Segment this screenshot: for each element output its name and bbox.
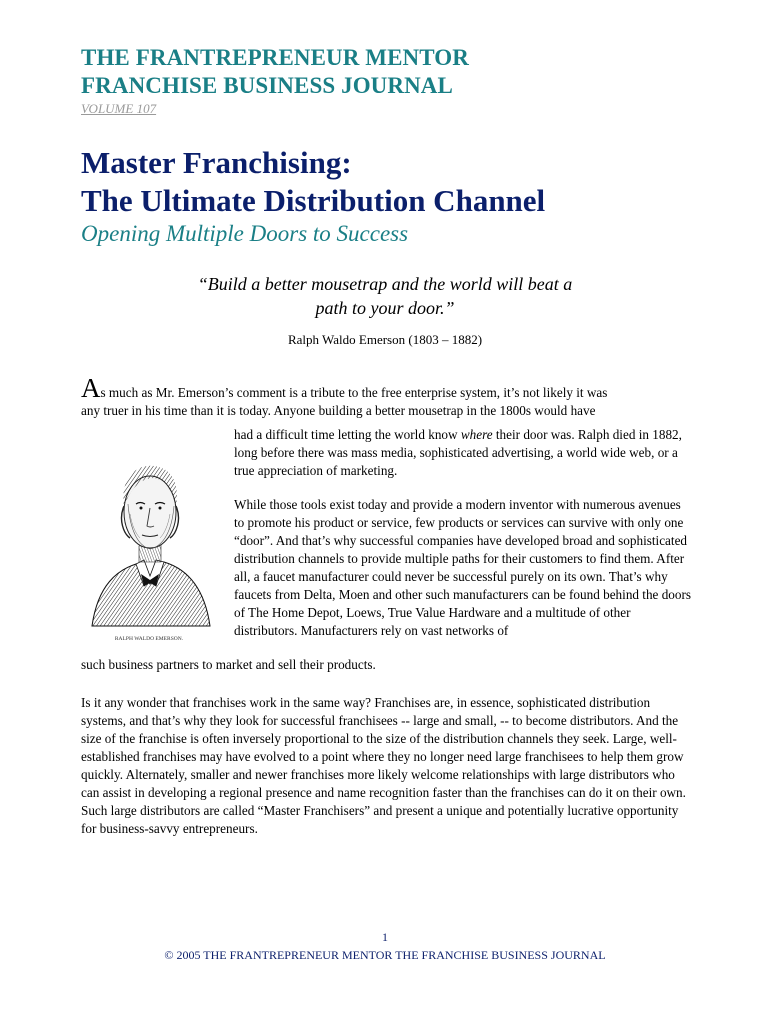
p1-line1: s much as Mr. Emerson’s comment is a tribute to the free enterprise system, it’s not likely it was <box>100 385 608 400</box>
journal-name-line1: THE FRANTREPRENEUR MENTOR <box>81 45 469 70</box>
portrait-image <box>84 434 214 644</box>
paragraph-1-wrapped <box>234 426 694 480</box>
drop-cap: A <box>81 373 101 403</box>
footer-copyright: © 2005 THE FRANTREPRENEUR MENTOR THE FRANCHISE BUSINESS JOURNAL <box>164 948 606 962</box>
title-line2: The Ultimate Distribution Channel <box>81 183 546 218</box>
p1-emphasis: where <box>460 427 493 442</box>
volume-label: VOLUME 107 <box>81 101 157 116</box>
quote-attribution: Ralph Waldo Emerson (1803 – 1882) <box>287 332 483 347</box>
paragraph-1-intro <box>81 373 691 420</box>
article-subtitle: Opening Multiple Doors to Success <box>81 221 409 246</box>
paragraph-2: While those tools exist today and provide a modern inventor with numerous avenues to promote his product or service, few products or services can survive with only one “door”. And that’s why successful companies have developed broad and sophisticated distribution channels to provide multiple paths for their customers to find them. After all, a faucet manufacturer could never be successful purely on its own. That’s why faucets from Delta, Moen and other such manufacturers can be found behind the doors of The Home Depot, Loews, True Value Hardware and a multitude of other distributors. Manufacturers rely on vast networks of <box>234 497 692 638</box>
article-title <box>81 144 545 220</box>
page-number: 1 <box>382 930 388 944</box>
portrait-caption: RALPH WALDO EMERSON. <box>114 636 184 642</box>
p1-wrap-before: had a difficult time letting the world know <box>234 427 461 442</box>
epigraph-quote <box>160 272 610 320</box>
masthead <box>81 44 469 117</box>
title-line1: Master Franchising: <box>81 145 352 180</box>
paragraph-2-tail: such business partners to market and sell their products. <box>81 657 376 672</box>
quote-line1: “Build a better mousetrap and the world will beat a <box>197 274 573 294</box>
journal-name-line2: FRANCHISE BUSINESS JOURNAL <box>81 73 453 98</box>
p1-wrap-after: their door was. Ralph died in 1882, long before there was mass media, sophisticated advertising, a world wide web, or a true appreciation of marketing. <box>234 427 682 478</box>
quote-line2: path to your door.” <box>315 298 455 318</box>
paragraph-3: Is it any wonder that franchises work in the same way? Franchises are, in essence, sophisticated distribution systems, and that’s why they look for successful franchisees -- large and small, -- to become distributors. And the size of the franchise is often inversely proportional to the size of the distribution channels they seek. Large, well-established franchises may have evolved to a point where they no longer need large franchisees to help them grow quickly. Alternately, smaller and newer franchises more likely welcome relationships with large distributors who can assist in developing a regional presence and name recognition faster than the franchises can do it on their own. Such large distributors are called “Master Franchisers” and present a unique and potentially lucrative opportunity for business-savvy entrepreneurs. <box>81 695 686 836</box>
p1-line2: any truer in his time than it is today. Anyone building a better mousetrap in the 1800s would have <box>81 403 596 418</box>
